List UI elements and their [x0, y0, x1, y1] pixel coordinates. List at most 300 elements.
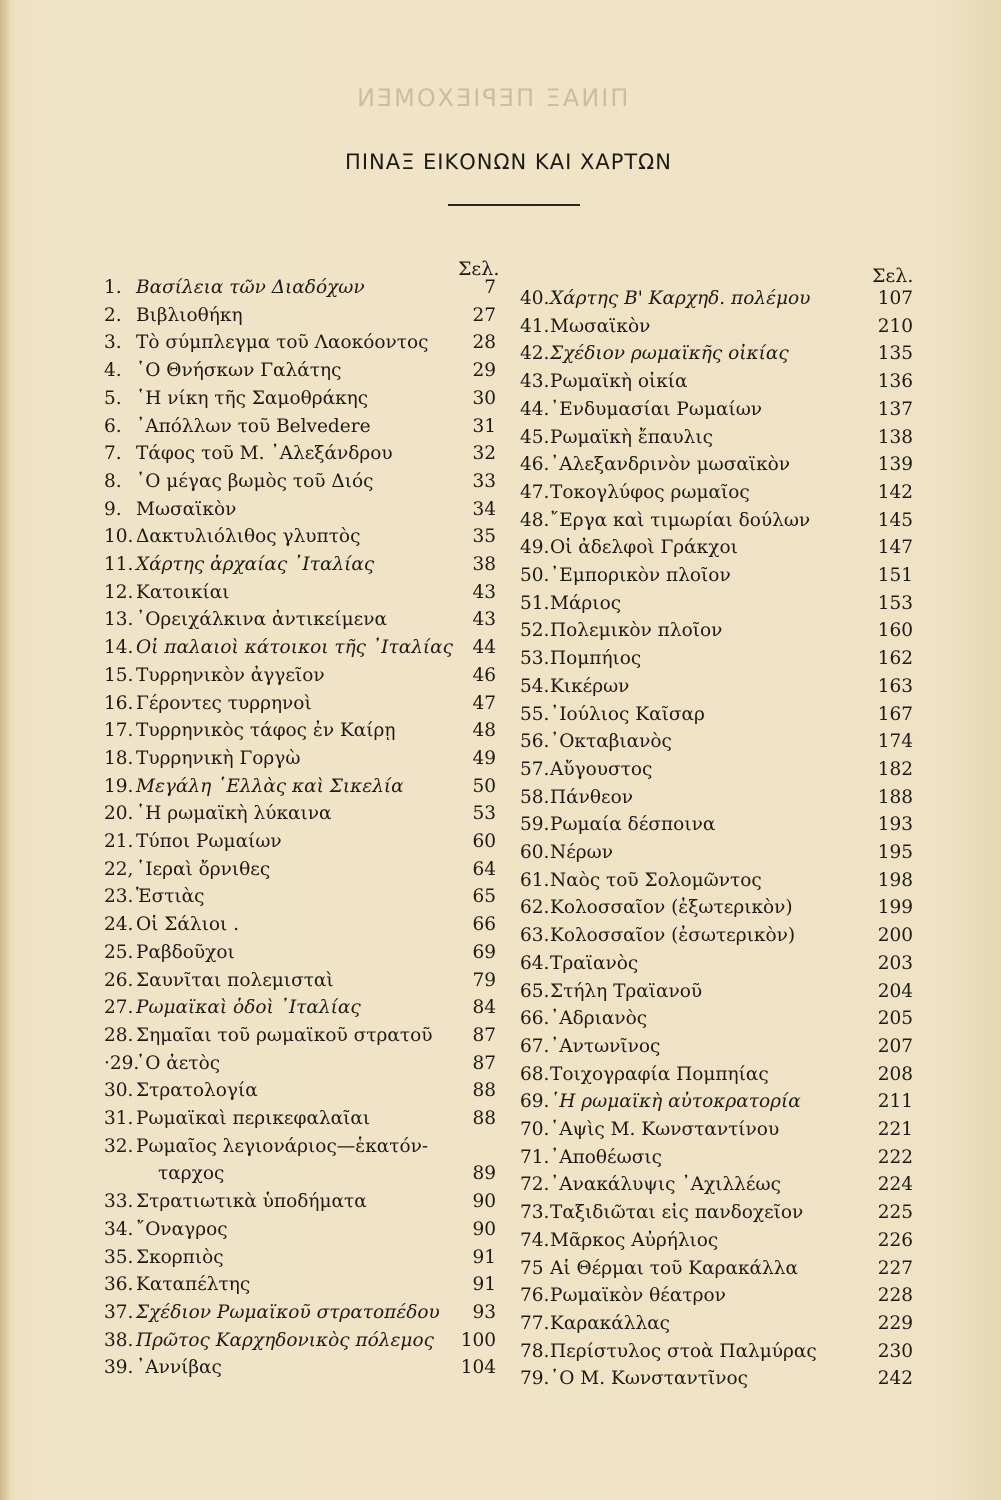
entry-title: Ρωμαϊκὸν θέατρον: [550, 1285, 726, 1307]
entry-page-number: 225: [877, 1202, 913, 1224]
entry-title: Πάνθεον: [550, 786, 633, 808]
list-item: [520, 1365, 913, 1393]
entry-page-number: 93: [472, 1301, 496, 1323]
entry-number: 25.: [104, 941, 134, 963]
list-item: [104, 828, 496, 856]
entry-page-number: 228: [877, 1285, 913, 1307]
entry-page-number: 48: [472, 720, 496, 742]
list-item: [520, 1005, 913, 1033]
list-item: [520, 396, 913, 424]
list-item: [104, 1244, 496, 1272]
list-item: [520, 673, 913, 701]
entry-page-number: 43: [472, 581, 496, 603]
entry-title: Οἱ Σάλιοι .: [136, 914, 240, 936]
entry-number: 26.: [104, 969, 134, 991]
entry-page-number: 222: [877, 1146, 913, 1168]
entry-title: Τυρρηνικὸς τάφος ἐν Καίρῃ: [136, 720, 396, 742]
list-item: [520, 894, 913, 922]
entry-number: 51.: [520, 592, 550, 614]
list-item: [520, 811, 913, 839]
entry-title: Ρωμαϊκὴ ἔπαυλις: [550, 426, 713, 448]
page-title: ΠΙΝΑΞ ΕΙΚΟΝΩΝ ΚΑΙ ΧΑΡΤΩΝ: [345, 150, 672, 174]
entry-page-number: 69: [472, 941, 496, 963]
list-item: [520, 1310, 913, 1338]
entry-title: Πρῶτος Καρχηδονικὸς πόλεμος: [136, 1329, 434, 1351]
list-item: [520, 479, 913, 507]
entry-title: Ναὸς τοῦ Σολομῶντος: [550, 869, 762, 891]
entry-page-number: 211: [877, 1091, 913, 1113]
list-item: [104, 551, 496, 579]
entry-page-number: 203: [877, 952, 913, 974]
bleed-through-header: ΠΙΝΑΞ ΠΕΡΙΕΧΟΜΕΝ: [355, 84, 629, 112]
entry-number: 2.: [104, 304, 122, 326]
entry-title: Ρωμαϊκαὶ περικεφαλαῖαι: [136, 1108, 371, 1129]
list-item: [520, 1199, 913, 1227]
entry-number: ·29.: [104, 1052, 140, 1074]
entry-page-number: 91: [472, 1274, 496, 1296]
entry-page-number: 167: [877, 703, 913, 725]
entry-page-number: 221: [877, 1119, 913, 1140]
entry-number: 20.: [104, 803, 134, 825]
list-item: [520, 1338, 913, 1366]
list-item: [520, 1227, 913, 1255]
list-item: [104, 883, 496, 911]
entry-title: Ρωμαῖος λεγιονάριος—ἑκατόν-: [136, 1135, 429, 1157]
entry-number: 31.: [104, 1108, 134, 1129]
list-item: [520, 562, 913, 590]
entry-page-number: 193: [877, 814, 913, 836]
list-item: [520, 978, 913, 1006]
list-item: [520, 1282, 913, 1310]
list-item: [104, 662, 496, 690]
entry-number: 41.: [520, 315, 550, 337]
entry-number: 19.: [104, 775, 134, 797]
entry-page-number: 35: [472, 526, 496, 548]
entry-number: 64.: [520, 952, 550, 974]
entry-number: 9.: [104, 498, 122, 520]
entry-title: Τοκογλύφος ρωμαῖος: [550, 481, 750, 503]
entry-page-number: 163: [877, 675, 913, 697]
entry-page-number: 38: [472, 554, 496, 575]
list-item: [104, 496, 496, 524]
list-item: [104, 1077, 496, 1105]
list-item: [104, 745, 496, 773]
list-item: [520, 507, 913, 535]
entry-page-number: 107: [877, 288, 913, 309]
entry-page-number: 88: [472, 1108, 496, 1129]
list-item: [520, 1255, 913, 1283]
entry-title: ᾿Αντωνῖνος: [550, 1035, 661, 1057]
entry-page-number: 200: [877, 925, 913, 947]
list-item: [104, 634, 496, 662]
title-divider: [448, 204, 580, 206]
entry-number: 59.: [520, 814, 550, 836]
entry-title: Ραβδοῦχοι: [136, 941, 235, 963]
entry-title: Στήλη Τραϊανοῦ: [550, 980, 703, 1002]
entry-title: Σχέδιον ρωμαϊκῆς οἰκίας: [550, 343, 789, 365]
entry-number: 56.: [520, 731, 550, 753]
entry-page-number: 229: [877, 1312, 913, 1334]
entry-title: Τυρρηνικὸν ἀγγεῖον: [136, 664, 325, 686]
entry-page-number: 43: [472, 609, 496, 631]
list-item: [104, 606, 496, 634]
entry-title: Τοιχογραφία Πομπηίας: [550, 1063, 769, 1085]
entry-page-number: 162: [877, 648, 913, 670]
entry-page-number: 199: [877, 897, 913, 919]
entry-number: 79.: [520, 1368, 550, 1390]
entry-number: 15.: [104, 664, 134, 686]
entry-number: 28.: [104, 1024, 134, 1046]
entry-page-number: 66: [472, 914, 496, 936]
list-item: [520, 534, 913, 562]
entry-page-number: 29: [472, 360, 496, 382]
entry-page-number: 135: [877, 343, 913, 365]
entry-title: Τραϊανὸς: [550, 952, 639, 974]
list-item: [520, 1061, 913, 1089]
entry-page-number: 160: [877, 620, 913, 642]
entry-title: ᾿Αννίβας: [136, 1357, 222, 1379]
list-item: [104, 1133, 496, 1161]
entry-title: Νέρων: [550, 842, 613, 863]
entry-title: Κικέρων: [550, 675, 630, 697]
list-item: [520, 424, 913, 452]
entry-number: 21.: [104, 831, 134, 852]
entry-title: Μάριος: [550, 592, 622, 614]
entry-page-number: 188: [877, 786, 913, 808]
entry-title: Σημαῖαι τοῦ ρωμαϊκοῦ στρατοῦ: [136, 1024, 433, 1046]
list-item: [104, 440, 496, 468]
entry-title: ῾Ο ἀετὸς: [136, 1052, 221, 1074]
entry-page-number: 195: [877, 842, 913, 863]
list-item: [104, 994, 496, 1022]
entry-page-number: 208: [877, 1063, 913, 1085]
entry-title: Ρωμαία δέσποινα: [550, 814, 716, 836]
entry-number: 68.: [520, 1063, 550, 1085]
entry-number: 69.: [520, 1091, 550, 1113]
entry-number: 18.: [104, 747, 134, 769]
entry-page-number: 224: [877, 1174, 913, 1196]
entry-title: ῾Ο Μ. Κωνσταντῖνος: [550, 1368, 748, 1390]
entry-number: 46.: [520, 454, 550, 476]
entry-page-number: 32: [472, 443, 496, 465]
list-item: [104, 967, 496, 995]
entry-title: Σκορπιὸς: [136, 1246, 224, 1268]
list-item: [520, 1171, 913, 1199]
entry-number: 60.: [520, 842, 550, 863]
entry-page-number: 227: [877, 1257, 913, 1279]
entry-number: 62.: [520, 897, 550, 919]
list-item: [104, 911, 496, 939]
entry-page-number: 53: [472, 803, 496, 825]
entry-title: ᾿Απόλλων τοῦ Belvedere: [136, 415, 371, 437]
list-item: [520, 867, 913, 895]
entry-number: 1.: [104, 277, 122, 298]
entry-number: 17.: [104, 720, 134, 742]
entry-title: Αὔγουστος: [550, 758, 653, 780]
entry-page-number: 204: [877, 980, 913, 1002]
list-item: [520, 340, 913, 368]
entry-title: Καταπέλτης: [136, 1274, 251, 1296]
entry-title: Βασίλεια τῶν Διαδόχων: [136, 277, 365, 298]
list-item: [104, 773, 496, 801]
entry-number: 48.: [520, 509, 550, 531]
entry-title: Ρωμαϊκὴ οἰκία: [550, 371, 688, 393]
entry-title: Γέροντες τυρρηνοὶ: [136, 692, 312, 714]
entry-page-number: 90: [472, 1191, 496, 1213]
entry-page-number: 91: [472, 1246, 496, 1268]
entry-page-number: 226: [877, 1229, 913, 1251]
entry-page-number: 207: [877, 1035, 913, 1057]
entry-page-number: 31: [472, 415, 496, 437]
list-item: [520, 451, 913, 479]
entry-title: ᾿Ιούλιος Καῖσαρ: [550, 703, 705, 725]
entry-page-number: 142: [877, 481, 913, 503]
entry-number: 49.: [520, 537, 550, 559]
entry-number: 70.: [520, 1119, 550, 1140]
list-item: [520, 617, 913, 645]
entry-number: 37.: [104, 1301, 134, 1323]
entry-number: 27.: [104, 997, 134, 1019]
list-item: [520, 728, 913, 756]
entry-number: 50.: [520, 565, 550, 586]
list-item: [520, 1116, 913, 1144]
entry-page-number: 7: [484, 277, 496, 298]
entry-number: 75: [520, 1257, 544, 1279]
entry-page-number: 138: [877, 426, 913, 448]
entry-title: Τὸ σύμπλεγμα τοῦ Λαοκόοντος: [136, 332, 429, 354]
entry-title: Τύποι Ρωμαίων: [136, 831, 282, 852]
entry-title: Καρακάλλας: [550, 1312, 671, 1334]
entry-number: 45.: [520, 426, 550, 448]
list-item: [104, 939, 496, 967]
entry-number: 33.: [104, 1191, 134, 1213]
entry-title: Οἱ ἀδελφοὶ Γράκχοι: [550, 537, 738, 559]
entry-number: 54.: [520, 675, 550, 697]
list-item: [104, 1188, 496, 1216]
entry-number: 12.: [104, 581, 134, 603]
entry-title: ᾿Ορειχάλκινα ἀντικείμενα: [136, 609, 387, 631]
entry-title: Πολεμικὸν πλοῖον: [550, 620, 723, 642]
entry-number: 3.: [104, 332, 122, 354]
entry-page-number: 137: [877, 398, 913, 420]
list-item: [520, 839, 913, 867]
entry-page-number: 147: [877, 537, 913, 559]
entry-page-number: 104: [460, 1357, 496, 1379]
list-item: [104, 856, 496, 884]
list-item: [104, 579, 496, 607]
list-item: [104, 717, 496, 745]
entry-page-number: 33: [472, 470, 496, 492]
entry-title: Τυρρηνικὴ Γοργὼ: [136, 747, 301, 769]
entry-page-number: 88: [472, 1080, 496, 1102]
entry-title: ῎Οναγρος: [136, 1218, 228, 1240]
entry-number: 73.: [520, 1202, 550, 1224]
entry-title: Ρωμαϊκαὶ ὁδοὶ ᾿Ιταλίας: [136, 997, 361, 1019]
entry-number: 34.: [104, 1218, 134, 1240]
entry-title: Σχέδιον Ρωμαϊκοῦ στρατοπέδου: [136, 1301, 440, 1323]
entry-title: ῾Ο μέγας βωμὸς τοῦ Διός: [136, 470, 374, 492]
list-item: [104, 468, 496, 496]
entry-title: ᾿Αδριανὸς: [550, 1008, 648, 1030]
list-item: [520, 590, 913, 618]
entry-title: Δακτυλιόλιθος γλυπτὸς: [136, 526, 361, 548]
entry-page-number: 87: [472, 1024, 496, 1046]
entry-page-number: 230: [877, 1340, 913, 1362]
entry-number: 22,: [104, 858, 134, 880]
entry-number: 52.: [520, 620, 550, 642]
list-item: [104, 1105, 496, 1133]
list-item: [104, 1327, 496, 1355]
entry-number: 44.: [520, 398, 550, 420]
entry-title: Χάρτης Β' Καρχηδ. πολέμου: [550, 288, 811, 309]
entry-title: Περίστυλος στοὰ Παλμύρας: [550, 1340, 817, 1362]
list-item: [104, 1271, 496, 1299]
entry-title: Μωσαϊκὸν: [136, 498, 237, 520]
list-item: [520, 950, 913, 978]
entry-title: ᾿Οκταβιανὸς: [550, 731, 672, 753]
list-item: [104, 385, 496, 413]
entry-title: Τάφος τοῦ Μ. ᾿Αλεξάνδρου: [136, 443, 393, 465]
entry-number: 23.: [104, 886, 134, 908]
list-item: [520, 645, 913, 673]
entry-page-number: 79: [472, 969, 496, 991]
entry-page-number: 28: [472, 332, 496, 354]
entry-page-number: 139: [877, 454, 913, 476]
list-item: [520, 1088, 913, 1116]
entry-page-number: 46: [472, 664, 496, 686]
entry-number: 7.: [104, 443, 122, 465]
entry-number: 10.: [104, 526, 134, 548]
entry-title: Ταξιδιῶται εἰς πανδοχεῖον: [550, 1202, 804, 1224]
entry-number: 65.: [520, 980, 550, 1002]
entry-number: 11.: [104, 554, 134, 575]
entry-number: 30.: [104, 1080, 134, 1102]
entry-title: Αἱ Θέρμαι τοῦ Καρακάλλα: [550, 1257, 798, 1279]
entry-number: 38.: [104, 1329, 134, 1351]
entry-title: Μεγάλη ῾Ελλὰς καὶ Σικελία: [136, 775, 404, 797]
list-item: [104, 329, 496, 357]
entry-page-number: 242: [877, 1368, 913, 1390]
entry-page-number: 182: [877, 758, 913, 780]
entry-page-number: 87: [472, 1052, 496, 1074]
entry-page-number: 100: [460, 1329, 496, 1351]
entry-title: Κατοικίαι: [136, 581, 230, 603]
entry-number: 40.: [520, 288, 550, 309]
list-item: [104, 1299, 496, 1327]
entry-page-number: 30: [472, 387, 496, 409]
entry-title: ῾Ιεραὶ ὄρνιθες: [136, 858, 271, 880]
entry-title: Μᾶρκος Αὐρήλιος: [550, 1229, 719, 1251]
list-item: [520, 1144, 913, 1172]
entry-page-number: 136: [877, 371, 913, 393]
entry-page-number: 151: [877, 565, 913, 586]
entry-title: Κολοσσαῖον (ἐξωτερικὸν): [550, 897, 793, 919]
entry-title: Στρατιωτικὰ ὑποδήματα: [136, 1191, 367, 1213]
entry-title: ῾Η ρωμαϊκὴ αὐτοκρατορία: [550, 1091, 801, 1113]
entry-number: 35.: [104, 1246, 134, 1268]
entry-number: 13.: [104, 609, 134, 631]
entry-number: 8.: [104, 470, 122, 492]
entry-title: ῎Εργα καὶ τιμωρίαι δούλων: [550, 509, 811, 531]
entry-title: ᾿Ανακάλυψις ᾿Αχιλλέως: [550, 1174, 781, 1196]
entry-number: 24.: [104, 914, 134, 936]
entry-number: 55.: [520, 703, 550, 725]
entry-title: Στρατολογία: [136, 1080, 258, 1102]
list-item: [104, 357, 496, 385]
list-item: [104, 1050, 496, 1078]
entry-page-number: 89: [472, 1163, 496, 1185]
entry-title: ᾿Αλεξανδρινὸν μωσαϊκὸν: [550, 454, 791, 476]
entry-number: 57.: [520, 758, 550, 780]
entry-page-number: 174: [877, 731, 913, 753]
list-item: [104, 274, 496, 302]
entry-title: ταρχος: [158, 1163, 225, 1185]
entry-title: Κολοσσαῖον (ἐσωτερικὸν): [550, 925, 796, 947]
entry-page-number: 84: [472, 997, 496, 1019]
entry-title: ᾿Ενδυμασίαι Ρωμαίων: [550, 398, 763, 420]
list-item: [104, 690, 496, 718]
entry-title: ᾿Εμπορικὸν πλοῖον: [550, 565, 731, 586]
list-item: [104, 523, 496, 551]
entry-number: 16.: [104, 692, 134, 714]
entry-number: 74.: [520, 1229, 550, 1251]
list-item: [520, 701, 913, 729]
entry-title: Πομπήιος: [550, 648, 642, 670]
list-item: [104, 1216, 496, 1244]
entry-title: ῾Αψὶς Μ. Κωνσταντίνου: [550, 1119, 780, 1140]
list-item: [104, 800, 496, 828]
entry-page-number: 64: [472, 858, 496, 880]
entry-number: 66.: [520, 1008, 550, 1030]
entry-page-number: 198: [877, 869, 913, 891]
entry-page-number: 50: [472, 775, 496, 797]
entry-number: 67.: [520, 1035, 550, 1057]
entry-page-number: 145: [877, 509, 913, 531]
entry-page-number: 153: [877, 592, 913, 614]
entry-title: Χάρτης ἀρχαίας ᾿Ιταλίας: [136, 554, 375, 575]
entry-number: 61.: [520, 869, 550, 891]
entry-number: 63.: [520, 925, 550, 947]
entry-number: 14.: [104, 637, 134, 659]
entry-title: Σαυνῖται πολεμισταὶ: [136, 969, 334, 991]
entry-number: 58.: [520, 786, 550, 808]
list-item: [520, 368, 913, 396]
entry-title: Οἱ παλαιοὶ κάτοικοι τῆς ᾿Ιταλίας: [136, 637, 454, 659]
entry-page-number: 60: [472, 831, 496, 852]
entry-number: 78.: [520, 1340, 550, 1362]
entry-number: 76.: [520, 1285, 550, 1307]
entry-number: 4.: [104, 360, 122, 382]
entry-page-number: 205: [877, 1008, 913, 1030]
entry-title: ῾Η ρωμαϊκὴ λύκαινα: [136, 803, 332, 825]
list-item: [520, 922, 913, 950]
list-item: [520, 1033, 913, 1061]
entry-number: 72.: [520, 1174, 550, 1196]
list-item: [104, 1022, 496, 1050]
entry-number: 36.: [104, 1274, 134, 1296]
entry-number: 32.: [104, 1135, 134, 1157]
list-item: [520, 285, 913, 313]
list-item: [104, 1354, 496, 1382]
entry-title: ῾Ο Θνήσκων Γαλάτης: [136, 360, 342, 382]
entry-page-number: 49: [472, 747, 496, 769]
entry-page-number: 34: [472, 498, 496, 520]
entry-page-number: 90: [472, 1218, 496, 1240]
entry-title: Ἑστιὰς: [136, 886, 205, 908]
entry-page-number: 27: [472, 304, 496, 326]
entry-number: 71.: [520, 1146, 550, 1168]
entry-number: 43.: [520, 371, 550, 393]
